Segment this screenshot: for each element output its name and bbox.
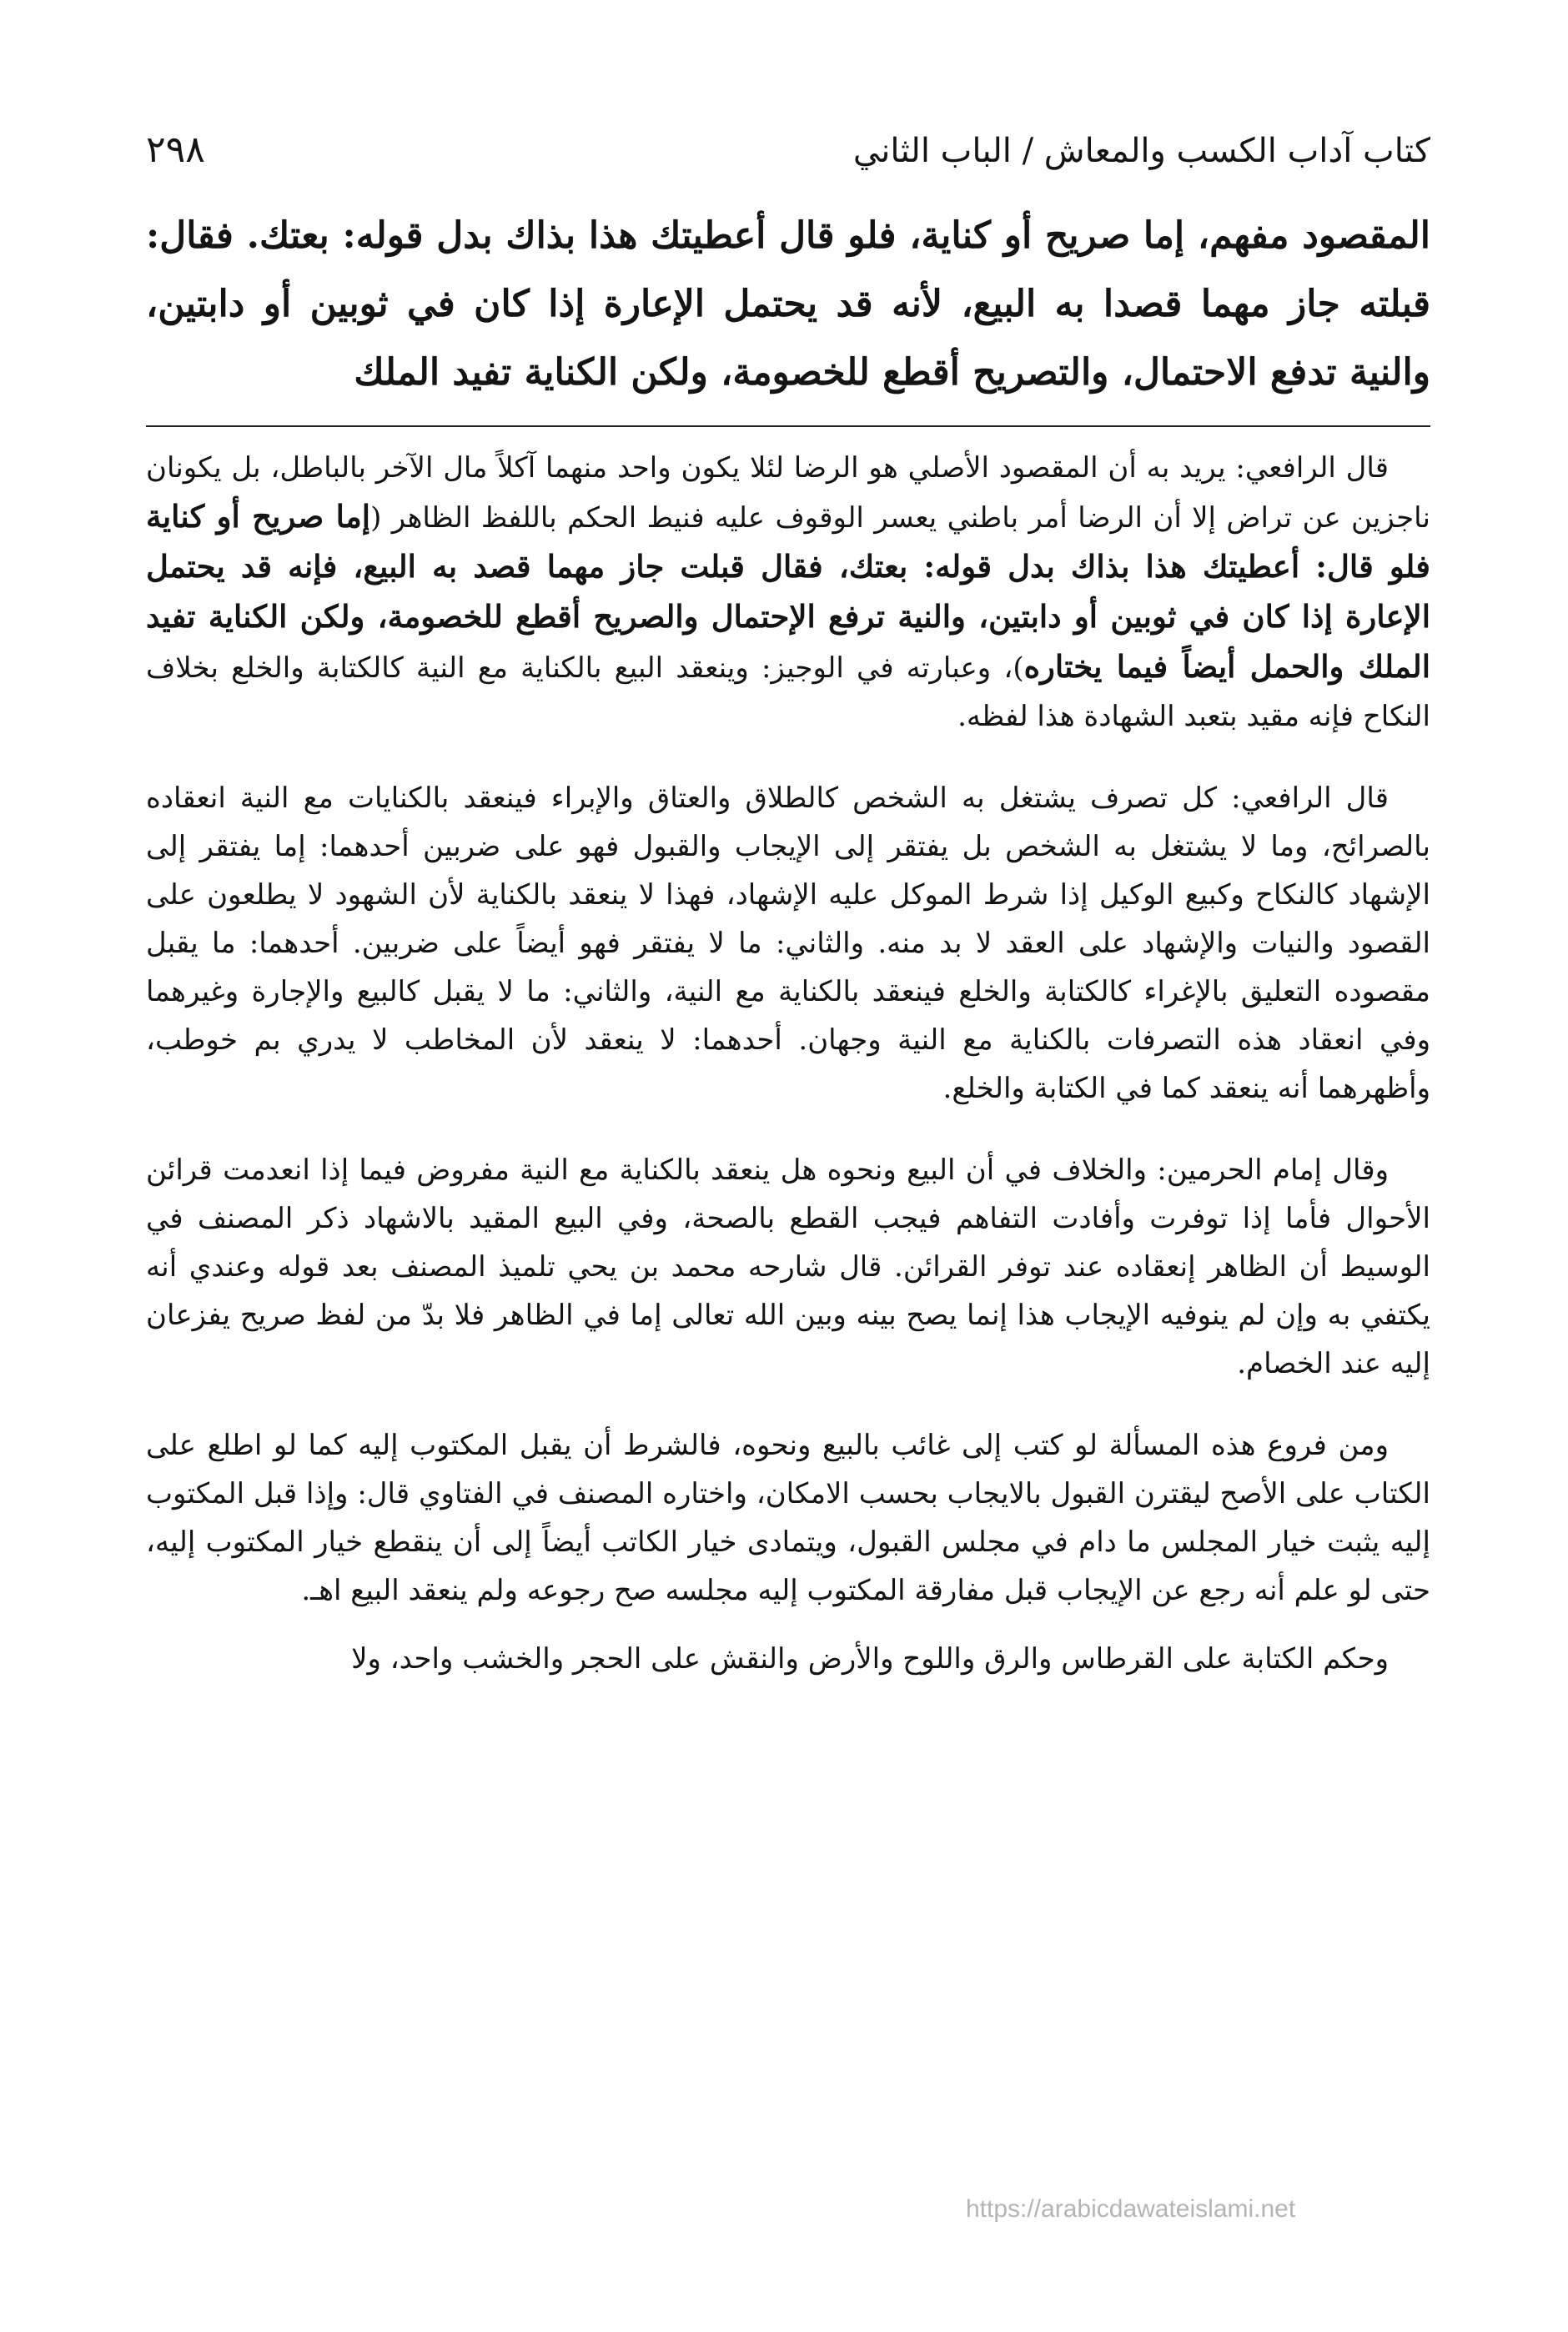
footnote-paragraph: ومن فروع هذه المسألة لو كتب إلى غائب بالبيع ونحوه، فالشرط أن يقبل المكتوب إليه كما لو اطلع على الكتاب على الأصح ليقترن القبول بالايجاب بحسب الامكان، واختاره المصنف في الفتاوي قال: وإذا قبل المكتوب إليه يثبت خيار المجلس ما دام في مجلس القبول، ويتمادى خيار الكاتب أيضاً إلى أن ينقطع خيار المكتوب إليه، حتى لو علم أنه رجع عن الإيجاب قبل مفارقة المكتوب إليه مجلسه صح رجوعه ولم ينعقد البيع اهـ. xyxy=(146,1429,1430,1607)
watermark-url: https://arabicdawateislami.net xyxy=(966,2195,1296,2223)
footnote-paragraph: قال الرافعي: كل تصرف يشتغل به الشخص كالطلاق والعتاق والإبراء فينعقد بالكنايات مع النية انعقاده بالصرائح، وما لا يشتغل به الشخص بل يفتقر إلى الإيجاب والقبول فهو على ضربين أحدهما: إما يفتقر إلى الإشهاد كالنكاح وكبيع الوكيل إذا شرط الموكل عليه الإشهاد، فهذا لا ينعقد بالكناية لأن الشهود لا يطلعون على القصود والنيات والإشهاد على العقد لا بد منه. والثاني: ما لا يفتقر فهو أيضاً على ضربين. أحدهما: ما يقبل مقصوده التعليق بالإغراء كالكتابة والخلع فينعقد بالكناية مع النية، والثاني: ما لا يقبل كالبيع والإجارة وغيرهما وفي انعقاد هذه التصرفات بالكناية مع النية وجهان. أحدهما: لا ينعقد لأن المخاطب لا يدري بم خوطب، وأظهرهما أنه ينعقد كما في الكتابة والخلع. xyxy=(146,782,1431,1105)
book-page xyxy=(146,117,1430,2252)
running-title: كتاب آداب الكسب والمعاش / الباب الثاني xyxy=(852,132,1430,170)
footnote-paragraph xyxy=(146,444,1430,741)
footnote-bold-quote: إما صريح أو كناية فلو قال: أعطيتك هذا بذاك بدل قوله: بعتك، فقال قبلت جاز مهما قصد به البيع، فإنه قد يحتمل الإعارة إذا كان في ثوبين أو دابتين، والنية ترفع الإحتمال والصريح أقطع للخصومة، ولكن الكناية تفيد الملك والحمل أيضاً فيما يختاره xyxy=(146,498,1430,685)
page-number: ٢٩٨ xyxy=(146,128,205,171)
footnote-paragraph: وحكم الكتابة على القرطاس والرق واللوح والأرض والنقش على الحجر والخشب واحد، ولا xyxy=(351,1642,1389,1676)
main-text: المقصود مفهم، إما صريح أو كناية، فلو قال أعطيتك هذا بذاك بدل قوله: بعتك. فقال: قبلته جاز مهما قصدا به البيع، لأنه قد يحتمل الإعارة إذا كان في ثوبين أو دابتين، والنية تدفع الاحتمال، والتصريح أقطع للخصومة، ولكن الكناية تفيد الملك xyxy=(146,214,1430,394)
footnote-divider xyxy=(146,425,1430,427)
footnote-outro: )، وعبارته في الوجيز: وينعقد البيع بالكناية مع النية كالكتابة والخلع بخلاف النكاح فإنه مقيد بتعبد الشهادة هذا لفظه. xyxy=(146,651,1430,733)
running-header xyxy=(146,117,1430,183)
footnote-intro: قال الرافعي: يريد به أن المقصود الأصلي هو الرضا لئلا يكون واحد منهما آكلاً مال الآخر بالباطل، بل يكونان ناجزين عن تراض إلا أن الرضا أمر باطني يعسر الوقوف عليه فنيط الحكم باللفظ الظاهر ( xyxy=(146,451,1430,535)
footnotes xyxy=(146,444,1430,1683)
footnote-paragraph: وقال إمام الحرمين: والخلاف في أن البيع ونحوه هل ينعقد بالكناية مع النية مفروض فيما إذا انعدمت قرائن الأحوال فأما إذا توفرت وأفادت التفاهم فيجب القطع بالصحة، وفي البيع المقيد بالاشهاد ذكر المصنف في الوسيط أن الظاهر إنعقاده عند توفر القرائن. قال شارحه محمد بن يحي تلميذ المصنف بعد قوله وعندي أنه يكتفي به وإن لم ينوفيه الإيجاب هذا إنما يصح بينه وبين الله تعالى إما في الظاهر فلا بدّ من لفظ صريح يفزعان إليه عند الخصام. xyxy=(146,1153,1430,1380)
